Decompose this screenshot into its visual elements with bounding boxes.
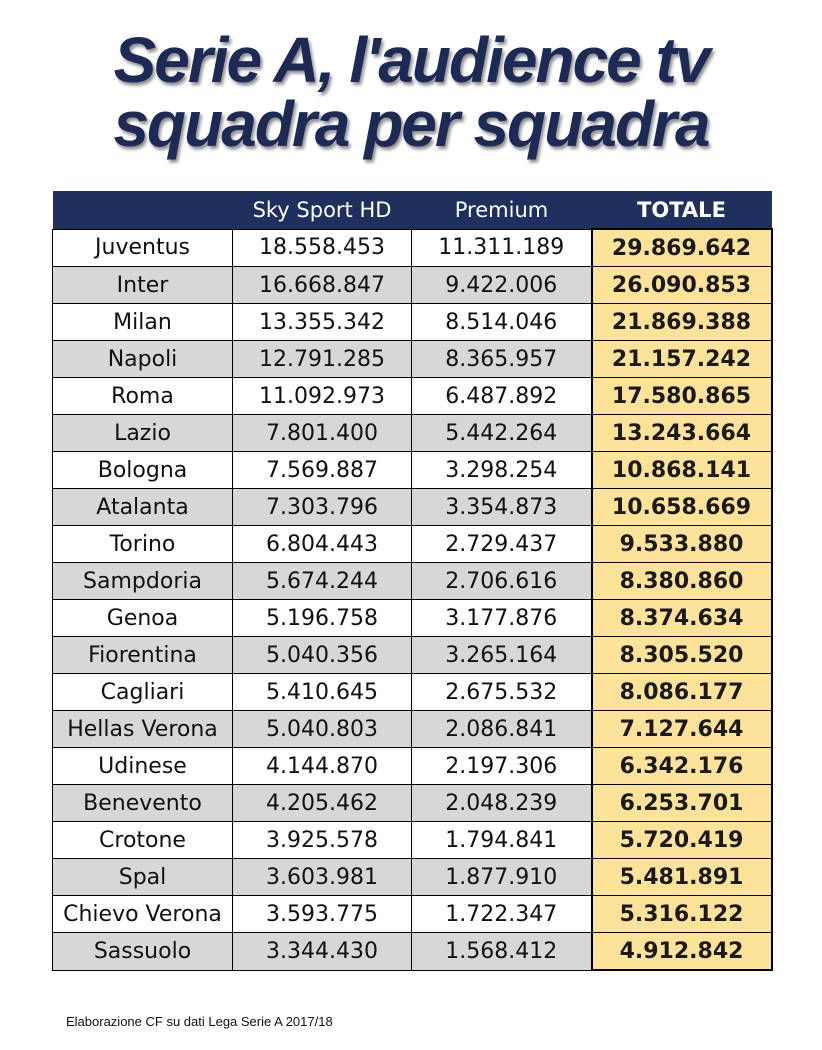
total-cell: 21.869.388 — [592, 304, 772, 341]
premium-cell: 1.722.347 — [412, 896, 592, 933]
source-note: Elaborazione CF su dati Lega Serie A 2017/18 — [66, 1014, 333, 1029]
premium-cell: 1.877.910 — [412, 859, 592, 896]
total-cell: 6.253.701 — [592, 785, 772, 822]
premium-cell: 1.794.841 — [412, 822, 592, 859]
premium-cell: 11.311.189 — [412, 229, 592, 267]
team-cell: Atalanta — [53, 489, 233, 526]
team-cell: Roma — [53, 378, 233, 415]
table-row — [53, 341, 772, 378]
total-cell: 26.090.853 — [592, 267, 772, 304]
table-body — [53, 229, 772, 970]
sky-cell: 6.804.443 — [233, 526, 412, 563]
table-row — [53, 933, 772, 971]
team-cell: Napoli — [53, 341, 233, 378]
sky-cell: 5.040.356 — [233, 637, 412, 674]
premium-cell: 9.422.006 — [412, 267, 592, 304]
premium-cell: 8.514.046 — [412, 304, 592, 341]
table-row — [53, 600, 772, 637]
table-row — [53, 489, 772, 526]
team-cell: Hellas Verona — [53, 711, 233, 748]
table-row — [53, 748, 772, 785]
table-row — [53, 526, 772, 563]
total-cell: 8.086.177 — [592, 674, 772, 711]
total-cell: 21.157.242 — [592, 341, 772, 378]
premium-cell: 3.177.876 — [412, 600, 592, 637]
total-cell: 13.243.664 — [592, 415, 772, 452]
sky-cell: 4.144.870 — [233, 748, 412, 785]
table-row — [53, 637, 772, 674]
header-totale: TOTALE — [592, 191, 772, 229]
sky-cell: 11.092.973 — [233, 378, 412, 415]
sky-cell: 3.344.430 — [233, 933, 412, 971]
header-sky-sport-hd: Sky Sport HD — [233, 191, 412, 229]
premium-cell: 2.706.616 — [412, 563, 592, 600]
premium-cell: 3.354.873 — [412, 489, 592, 526]
page-title — [0, 24, 822, 160]
audience-table — [52, 191, 773, 971]
table-row — [53, 785, 772, 822]
sky-cell: 7.569.887 — [233, 452, 412, 489]
premium-cell: 8.365.957 — [412, 341, 592, 378]
table-row — [53, 859, 772, 896]
header-premium: Premium — [412, 191, 592, 229]
team-cell: Sampdoria — [53, 563, 233, 600]
team-cell: Torino — [53, 526, 233, 563]
table-row — [53, 896, 772, 933]
team-cell: Chievo Verona — [53, 896, 233, 933]
sky-cell: 18.558.453 — [233, 229, 412, 267]
table-row — [53, 452, 772, 489]
team-cell: Udinese — [53, 748, 233, 785]
team-cell: Spal — [53, 859, 233, 896]
premium-cell: 1.568.412 — [412, 933, 592, 971]
sky-cell: 3.593.775 — [233, 896, 412, 933]
table-row — [53, 674, 772, 711]
sky-cell: 5.196.758 — [233, 600, 412, 637]
table-row — [53, 229, 772, 267]
table-row — [53, 822, 772, 859]
total-cell: 29.869.642 — [592, 229, 772, 267]
total-cell: 17.580.865 — [592, 378, 772, 415]
table-row — [53, 711, 772, 748]
premium-cell: 5.442.264 — [412, 415, 592, 452]
table-header-row — [53, 191, 772, 229]
team-cell: Juventus — [53, 229, 233, 267]
table-row — [53, 415, 772, 452]
total-cell: 5.316.122 — [592, 896, 772, 933]
sky-cell: 7.801.400 — [233, 415, 412, 452]
team-cell: Crotone — [53, 822, 233, 859]
team-cell: Sassuolo — [53, 933, 233, 971]
team-cell: Lazio — [53, 415, 233, 452]
premium-cell: 2.675.532 — [412, 674, 592, 711]
total-cell: 4.912.842 — [592, 933, 772, 971]
table-row — [53, 563, 772, 600]
sky-cell: 5.674.244 — [233, 563, 412, 600]
sky-cell: 5.040.803 — [233, 711, 412, 748]
premium-cell: 6.487.892 — [412, 378, 592, 415]
sky-cell: 12.791.285 — [233, 341, 412, 378]
premium-cell: 2.197.306 — [412, 748, 592, 785]
team-cell: Inter — [53, 267, 233, 304]
table-row — [53, 378, 772, 415]
total-cell: 8.374.634 — [592, 600, 772, 637]
table-row — [53, 304, 772, 341]
premium-cell: 3.298.254 — [412, 452, 592, 489]
sky-cell: 13.355.342 — [233, 304, 412, 341]
team-cell: Benevento — [53, 785, 233, 822]
team-cell: Milan — [53, 304, 233, 341]
premium-cell: 2.048.239 — [412, 785, 592, 822]
total-cell: 8.380.860 — [592, 563, 772, 600]
premium-cell: 2.086.841 — [412, 711, 592, 748]
table-row — [53, 267, 772, 304]
total-cell: 8.305.520 — [592, 637, 772, 674]
team-cell: Fiorentina — [53, 637, 233, 674]
sky-cell: 5.410.645 — [233, 674, 412, 711]
team-cell: Bologna — [53, 452, 233, 489]
total-cell: 10.868.141 — [592, 452, 772, 489]
sky-cell: 4.205.462 — [233, 785, 412, 822]
title-line-1: Serie A, l'audience tv — [113, 24, 709, 96]
header-team — [53, 191, 233, 229]
total-cell: 10.658.669 — [592, 489, 772, 526]
total-cell: 6.342.176 — [592, 748, 772, 785]
total-cell: 5.481.891 — [592, 859, 772, 896]
team-cell: Cagliari — [53, 674, 233, 711]
premium-cell: 3.265.164 — [412, 637, 592, 674]
sky-cell: 3.925.578 — [233, 822, 412, 859]
total-cell: 7.127.644 — [592, 711, 772, 748]
title-line-2: squadra per squadra — [113, 88, 709, 160]
sky-cell: 7.303.796 — [233, 489, 412, 526]
premium-cell: 2.729.437 — [412, 526, 592, 563]
total-cell: 5.720.419 — [592, 822, 772, 859]
sky-cell: 16.668.847 — [233, 267, 412, 304]
total-cell: 9.533.880 — [592, 526, 772, 563]
sky-cell: 3.603.981 — [233, 859, 412, 896]
team-cell: Genoa — [53, 600, 233, 637]
